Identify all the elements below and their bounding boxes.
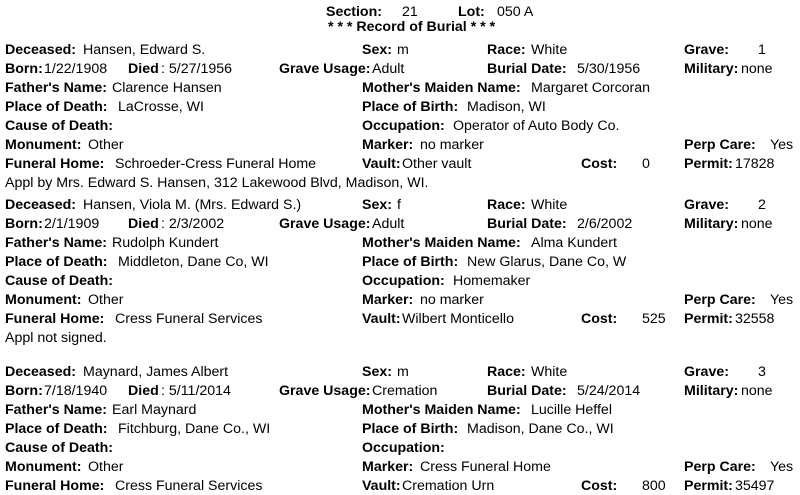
cost-label: Cost: — [581, 478, 618, 494]
record-note: Appl by Mrs. Edward S. Hansen, 312 Lakewood Blvd, Madison, WI. — [5, 175, 429, 191]
father-value: Rudolph Kundert — [112, 235, 219, 251]
deceased-value: Maynard, James Albert — [83, 364, 229, 380]
monument-value: Other — [88, 137, 124, 153]
grave-usage-value: Adult — [372, 61, 405, 77]
permit-label: Permit: — [684, 311, 733, 327]
perp-care-value: Yes — [770, 459, 794, 475]
perp-care-label: Perp Care: — [684, 292, 756, 308]
cause-of-death-label: Cause of Death: — [5, 440, 113, 456]
place-of-death-label: Place of Death: — [5, 254, 108, 270]
cost-value: 0 — [642, 156, 650, 172]
burial-date-label: Burial Date: — [487, 216, 567, 232]
sex-value: f — [397, 197, 401, 213]
grave-label: Grave: — [684, 197, 729, 213]
grave-label: Grave: — [684, 364, 729, 380]
monument-label: Monument: — [5, 459, 82, 475]
mother-label: Mother's Maiden Name: — [362, 80, 521, 96]
place-of-death-label: Place of Death: — [5, 421, 108, 437]
died-value: : 5/27/1956 — [161, 61, 232, 77]
deceased-value: Hansen, Edward S. — [83, 42, 206, 58]
marker-value: no marker — [420, 292, 484, 308]
born-label: Born: — [5, 216, 43, 232]
sex-label: Sex: — [362, 42, 392, 58]
military-value: none — [741, 61, 773, 77]
mother-value: Margaret Corcoran — [531, 80, 651, 96]
sex-value: m — [397, 42, 409, 58]
marker-label: Marker: — [362, 459, 414, 475]
section-value: 21 — [402, 4, 418, 20]
grave-usage-value: Adult — [372, 216, 405, 232]
burial-date-value: 2/6/2002 — [577, 216, 633, 232]
place-of-birth-label: Place of Birth: — [362, 254, 459, 270]
marker-value: no marker — [420, 137, 484, 153]
funeral-home-value: Schroeder-Cress Funeral Home — [115, 156, 317, 172]
perp-care-label: Perp Care: — [684, 137, 756, 153]
grave-usage-label: Grave Usage: — [279, 383, 371, 399]
perp-care-label: Perp Care: — [684, 459, 756, 475]
place-of-birth-value: New Glarus, Dane Co, W — [467, 254, 627, 270]
died-label: Died — [128, 216, 159, 232]
father-label: Father's Name: — [5, 80, 107, 96]
sex-label: Sex: — [362, 197, 392, 213]
perp-care-value: Yes — [770, 137, 794, 153]
deceased-value: Hansen, Viola M. (Mrs. Edward S.) — [83, 197, 302, 213]
occupation-label: Occupation: — [362, 440, 445, 456]
record-note: Appl not signed. — [5, 330, 107, 346]
deceased-label: Deceased: — [5, 42, 76, 58]
deceased-label: Deceased: — [5, 197, 76, 213]
occupation-label: Occupation: — [362, 118, 445, 134]
permit-value: 35497 — [735, 478, 775, 494]
funeral-home-label: Funeral Home: — [5, 156, 105, 172]
place-of-death-label: Place of Death: — [5, 99, 108, 115]
father-label: Father's Name: — [5, 402, 107, 418]
vault-value: Other vault — [402, 156, 472, 172]
marker-label: Marker: — [362, 292, 414, 308]
burial-date-value: 5/30/1956 — [577, 61, 641, 77]
mother-value: Alma Kundert — [531, 235, 617, 251]
born-label: Born: — [5, 383, 43, 399]
section-label: Section: — [326, 4, 382, 20]
place-of-death-value: Middleton, Dane Co, WI — [118, 254, 269, 270]
military-value: none — [741, 383, 773, 399]
died-value: : 5/11/2014 — [161, 383, 231, 399]
funeral-home-value: Cress Funeral Services — [115, 478, 263, 494]
cost-value: 800 — [642, 478, 666, 494]
monument-value: Other — [88, 292, 124, 308]
cost-label: Cost: — [581, 156, 618, 172]
cost-label: Cost: — [581, 311, 618, 327]
mother-label: Mother's Maiden Name: — [362, 402, 521, 418]
vault-label: Vault: — [362, 311, 401, 327]
grave-value: 2 — [758, 197, 766, 213]
grave-value: 1 — [758, 42, 766, 58]
cause-of-death-label: Cause of Death: — [5, 118, 113, 134]
grave-usage-value: Cremation — [372, 383, 438, 399]
funeral-home-value: Cress Funeral Services — [115, 311, 263, 327]
father-value: Earl Maynard — [112, 402, 197, 418]
deceased-label: Deceased: — [5, 364, 76, 380]
monument-label: Monument: — [5, 137, 82, 153]
permit-label: Permit: — [684, 156, 733, 172]
burial-date-value: 5/24/2014 — [577, 383, 641, 399]
died-value: : 2/3/2002 — [161, 216, 225, 232]
vault-label: Vault: — [362, 478, 401, 494]
place-of-birth-label: Place of Birth: — [362, 99, 459, 115]
born-value: 7/18/1940 — [44, 383, 108, 399]
died-label: Died — [128, 383, 159, 399]
father-value: Clarence Hansen — [112, 80, 222, 96]
born-value: 2/1/1909 — [44, 216, 100, 232]
vault-value: Wilbert Monticello — [402, 311, 514, 327]
cause-of-death-label: Cause of Death: — [5, 273, 113, 289]
monument-value: Other — [88, 459, 124, 475]
grave-value: 3 — [758, 364, 766, 380]
marker-value: Cress Funeral Home — [420, 459, 551, 475]
born-label: Born: — [5, 61, 43, 77]
monument-label: Monument: — [5, 292, 82, 308]
vault-value: Cremation Urn — [402, 478, 495, 494]
born-value: 1/22/1908 — [44, 61, 108, 77]
perp-care-value: Yes — [770, 292, 794, 308]
sex-value: m — [397, 364, 409, 380]
lot-label: Lot: — [458, 4, 485, 20]
place-of-birth-value: Madison, WI — [467, 99, 546, 115]
place-of-death-value: LaCrosse, WI — [118, 99, 204, 115]
occupation-label: Occupation: — [362, 273, 445, 289]
lot-value: 050 A — [497, 4, 534, 20]
race-value: White — [531, 197, 568, 213]
race-label: Race: — [487, 364, 526, 380]
funeral-home-label: Funeral Home: — [5, 478, 105, 494]
burial-date-label: Burial Date: — [487, 61, 567, 77]
place-of-birth-label: Place of Birth: — [362, 421, 459, 437]
race-value: White — [531, 42, 568, 58]
place-of-birth-value: Madison, Dane Co., WI — [467, 421, 614, 437]
permit-label: Permit: — [684, 478, 733, 494]
grave-usage-label: Grave Usage: — [279, 61, 371, 77]
page-title: * * * Record of Burial * * * — [328, 19, 496, 35]
mother-value: Lucille Heffel — [531, 402, 612, 418]
mother-label: Mother's Maiden Name: — [362, 235, 521, 251]
marker-label: Marker: — [362, 137, 414, 153]
race-value: White — [531, 364, 568, 380]
occupation-value: Operator of Auto Body Co. — [453, 118, 620, 134]
funeral-home-label: Funeral Home: — [5, 311, 105, 327]
cost-value: 525 — [642, 311, 666, 327]
military-label: Military: — [684, 383, 739, 399]
grave-usage-label: Grave Usage: — [279, 216, 371, 232]
grave-label: Grave: — [684, 42, 729, 58]
military-label: Military: — [684, 216, 739, 232]
permit-value: 32558 — [735, 311, 775, 327]
military-value: none — [741, 216, 773, 232]
burial-date-label: Burial Date: — [487, 383, 567, 399]
military-label: Military: — [684, 61, 739, 77]
place-of-death-value: Fitchburg, Dane Co., WI — [118, 421, 271, 437]
died-label: Died — [128, 61, 159, 77]
race-label: Race: — [487, 42, 526, 58]
permit-value: 17828 — [735, 156, 775, 172]
sex-label: Sex: — [362, 364, 392, 380]
vault-label: Vault: — [362, 156, 401, 172]
race-label: Race: — [487, 197, 526, 213]
father-label: Father's Name: — [5, 235, 107, 251]
occupation-value: Homemaker — [453, 273, 531, 289]
